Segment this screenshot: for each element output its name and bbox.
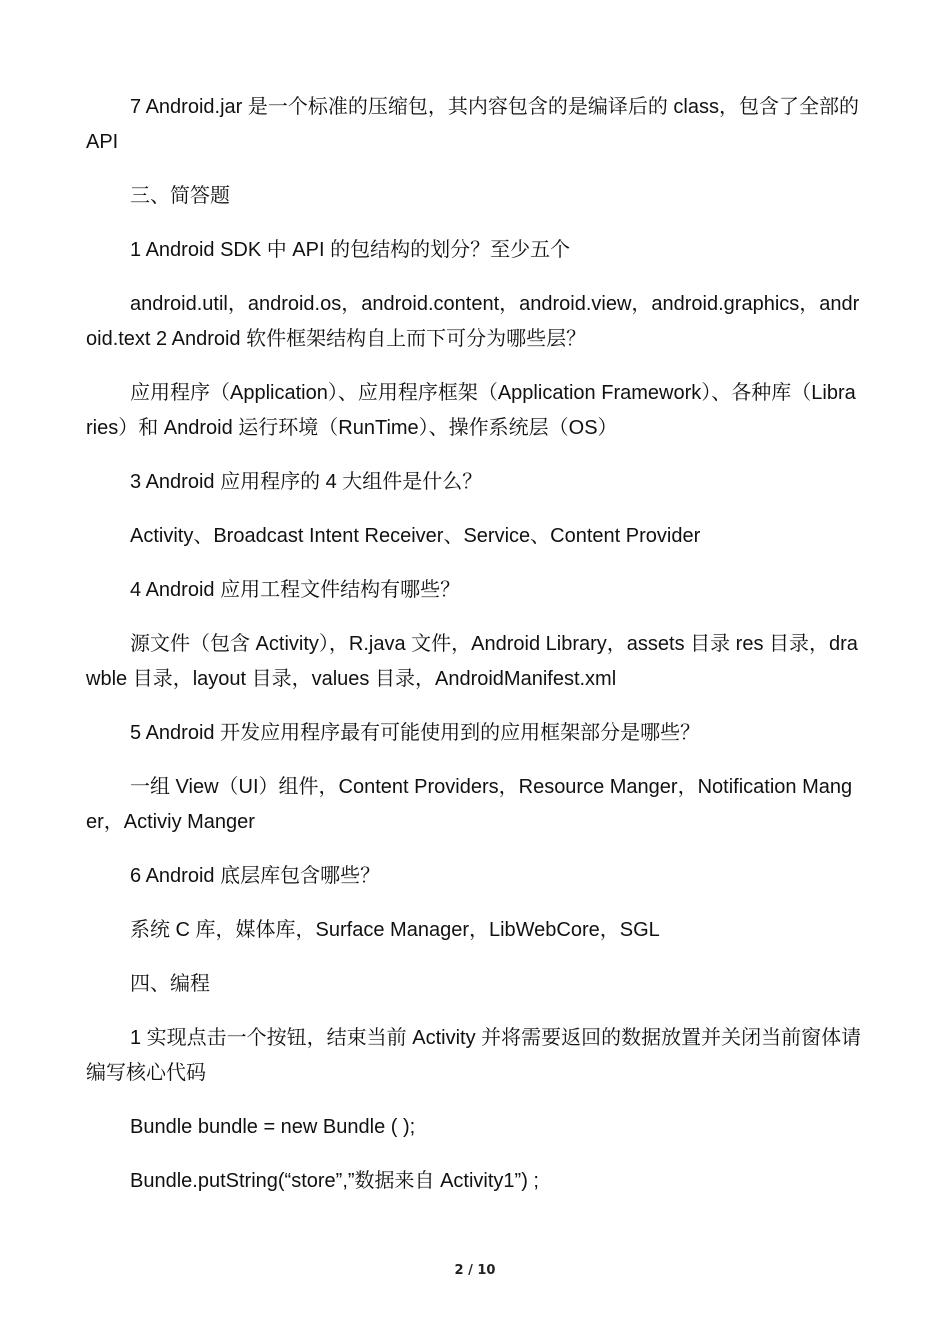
answer-1-and-question-2: android.util，android.os，android.content，android.view，android.graphics，android.text 2 Android 软件框架结构自上而下可分为哪些层？ xyxy=(86,293,860,350)
section-heading-programming: 四、编程 xyxy=(130,973,210,995)
question-4: 4 Android 应用工程文件结构有哪些？ xyxy=(130,579,461,601)
question-1: 1 Android SDK 中 API 的包结构的划分？至少五个 xyxy=(130,239,571,261)
answer-4: 源文件（包含 Activity），R.java 文件，Android Library，assets 目录 res 目录，drawble 目录，layout 目录，values 目录，AndroidManifest.xml xyxy=(86,633,858,690)
question-3: 3 Android 应用程序的 4 大组件是什么？ xyxy=(130,471,483,493)
question-6: 6 Android 底层库包含哪些？ xyxy=(130,865,381,887)
question-5: 5 Android 开发应用程序最有可能使用到的应用框架部分是哪些？ xyxy=(130,722,701,744)
answer-2: 应用程序（Application）、应用程序框架（Application Framework）、各种库（Libraries）和 Android 运行环境（RunTime）、操作系统层（OS） xyxy=(86,382,856,439)
answer-5: 一组 View（UI）组件，Content Providers，Resource Manger，Notification Manger，Activiy Manger xyxy=(86,776,853,833)
answer-3: Activity、Broadcast Intent Receiver、Service、Content Provider xyxy=(130,525,701,547)
section-heading-short-answer: 三、简答题 xyxy=(130,185,230,207)
document-page xyxy=(86,90,862,1218)
page-number: 2 / 10 xyxy=(454,1263,496,1278)
answer-6: 系统 C 库，媒体库，Surface Manager，LibWebCore，SGL xyxy=(130,919,660,941)
code-line-1: Bundle bundle = new Bundle ( ); xyxy=(130,1116,416,1138)
code-line-2: Bundle.putString(“store”,”数据来自 Activity1”) ; xyxy=(130,1170,539,1192)
programming-question-1: 1 实现点击一个按钮，结束当前 Activity 并将需要返回的数据放置并关闭当前窗体请编写核心代码 xyxy=(86,1027,862,1084)
paragraph-answer-7: 7 Android.jar 是一个标准的压缩包，其内容包含的是编译后的 class，包含了全部的 API xyxy=(86,96,859,153)
